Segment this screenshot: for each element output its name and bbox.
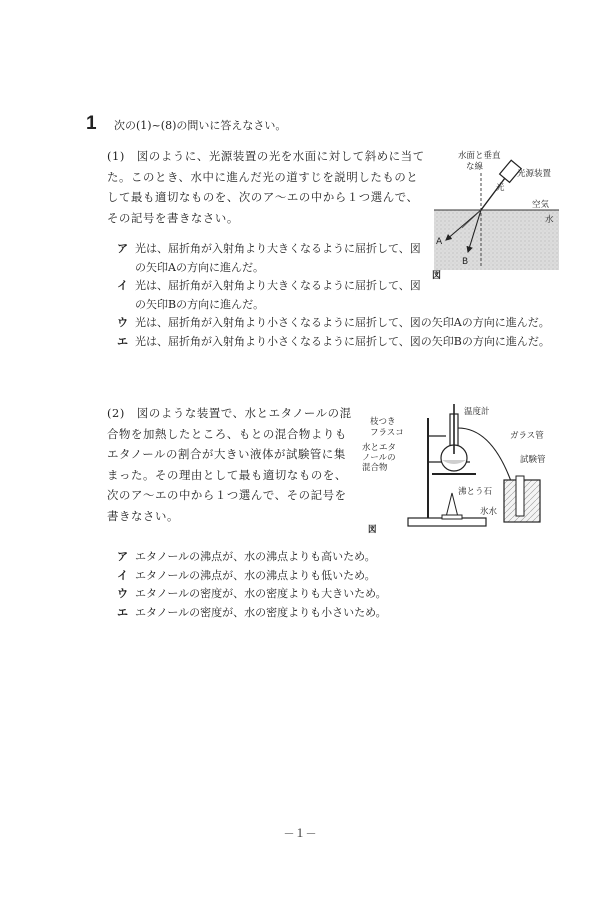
q1-option-b-cont: の矢印Bの方向に進んだ。	[135, 297, 265, 311]
page-number: －１－	[283, 827, 317, 840]
q1-option-a[interactable]: ア 光は、屈折角が入射角より大きくなるように屈折して、図	[117, 242, 421, 255]
q1-option-a-cont: の矢印Aの方向に進んだ。	[135, 260, 264, 274]
normal-label-1: 水面と垂直	[458, 151, 501, 161]
distillation-figure	[362, 398, 562, 540]
air-label: 空気	[532, 200, 550, 210]
refraction-figure	[428, 148, 563, 283]
q2-options	[117, 548, 497, 622]
q2-option-d[interactable]: エ エタノールの密度が、水の密度よりも小さいため。	[117, 605, 387, 619]
thermometer-label: 温度計	[464, 407, 490, 417]
q2-option-c[interactable]: ウ エタノールの密度が、水の密度よりも大きいため。	[117, 587, 387, 600]
test-tube-label: 試験管	[520, 455, 546, 465]
normal-label-2: な線	[466, 162, 484, 172]
q1-options-bottom	[117, 314, 557, 351]
arrow-a-label: A	[436, 237, 443, 247]
question-number: 1	[86, 113, 97, 134]
figure-label: 図	[368, 525, 377, 535]
q2-option-b[interactable]: イ エタノールの沸点が、水の沸点よりも低いため。	[117, 568, 376, 582]
mix-label-3: 混合物	[362, 463, 388, 473]
arrow-b-label: B	[462, 257, 469, 267]
q2-option-a[interactable]: ア エタノールの沸点が、水の沸点よりも高いため。	[117, 550, 376, 563]
question-intro: 次の(1)~(8)の問いに答えなさい。	[114, 119, 287, 132]
q1-option-b[interactable]: イ 光は、屈折角が入射角より大きくなるように屈折して、図	[117, 279, 421, 292]
water-label: 水	[545, 215, 554, 225]
water-region	[434, 210, 559, 270]
light-label: 光	[496, 183, 505, 193]
flask-label-1: 枝つき	[370, 417, 396, 427]
q1-prompt: (1) 図のように、光源装置の光を水面に対して斜めに当てた。このとき、水中に進んだ光の道すじを説明したものとして最も適切なものを、次のア～エの中から１つ選んで、その記号を書きなさい。	[107, 149, 425, 225]
mix-label-1: 水とエタ	[362, 443, 397, 453]
q1-options-top	[117, 240, 427, 314]
ice-water-label: 氷水	[480, 507, 498, 517]
q1-option-d[interactable]: エ 光は、屈折角が入射角より小さくなるように屈折して、図の矢印Bの方向に進んだ。	[117, 334, 550, 348]
figure-label: 図	[432, 271, 442, 281]
source-label: 光源装置	[517, 169, 552, 179]
stand	[408, 418, 486, 526]
flask-label-2: フラスコ	[370, 428, 404, 438]
glass-tube-label: ガラス管	[510, 431, 544, 441]
beaker-icon	[504, 476, 540, 522]
q1-option-c[interactable]: ウ 光は、屈折角が入射角より小さくなるように屈折して、図の矢印Aの方向に進んだ。	[117, 316, 550, 329]
boiling-stone-label: 沸とう石	[458, 487, 493, 497]
q2-prompt: (2) 図のような装置で、水とエタノールの混合物を加熱したところ、もとの混合物よりもエタノールの割合が大きい液体が試験管に集まった。その理由として最も適切なものを、次のア～エの中から１つ選んで、その記号を書きなさい。	[107, 406, 352, 523]
mix-label-2: ノールの	[362, 453, 396, 463]
